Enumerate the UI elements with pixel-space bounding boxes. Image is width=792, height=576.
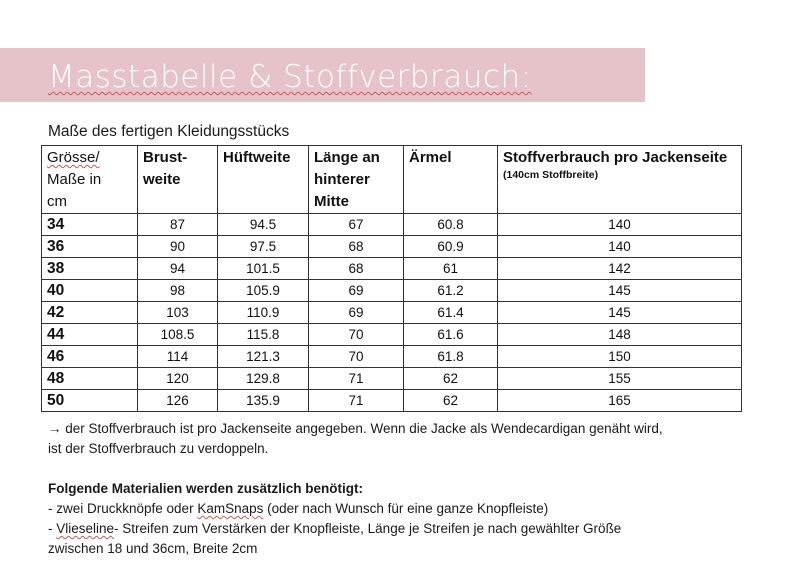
header-length-line1: Länge an bbox=[314, 149, 380, 166]
table-row bbox=[42, 368, 742, 390]
cell-sleeves: 62 bbox=[404, 390, 498, 412]
cell-chest: 103 bbox=[138, 302, 218, 324]
cell-fabric: 142 bbox=[498, 258, 742, 280]
header-hip bbox=[218, 146, 309, 214]
cell-length: 67 bbox=[309, 214, 404, 236]
cell-length: 71 bbox=[309, 390, 404, 412]
table-row bbox=[42, 280, 742, 302]
header-sleeves-label: Ärmel bbox=[409, 149, 452, 166]
header-size-line3: cm bbox=[47, 193, 67, 210]
header-chest bbox=[138, 146, 218, 214]
cell-chest: 90 bbox=[138, 236, 218, 258]
cell-fabric: 145 bbox=[498, 302, 742, 324]
header-hip-label: Hüftweite bbox=[223, 149, 291, 166]
cell-fabric: 155 bbox=[498, 368, 742, 390]
table-row bbox=[42, 390, 742, 412]
material-item-interfacing bbox=[48, 519, 768, 539]
cell-fabric: 145 bbox=[498, 280, 742, 302]
fabric-note-line1: der Stoffverbrauch ist pro Jackenseite angegeben. Wenn die Jacke als Wendecardigan genäht wird, bbox=[61, 421, 663, 436]
header-size-line2: Maße in bbox=[47, 171, 102, 188]
cell-sleeves: 60.8 bbox=[404, 214, 498, 236]
arrow-icon: → bbox=[48, 421, 62, 436]
cell-length: 69 bbox=[309, 280, 404, 302]
header-chest-line1: Brust- bbox=[143, 149, 188, 166]
header-chest-line2: weite bbox=[143, 171, 181, 188]
header-length-line3: Mitte bbox=[314, 193, 349, 210]
cell-length: 69 bbox=[309, 302, 404, 324]
material-item-snaps-suffix: (oder nach Wunsch für eine ganze Knopfleiste) bbox=[263, 501, 549, 516]
cell-sleeves: 61.2 bbox=[404, 280, 498, 302]
header-length bbox=[309, 146, 404, 214]
cell-size: 44 bbox=[42, 324, 138, 346]
cell-length: 71 bbox=[309, 368, 404, 390]
cell-sleeves: 62 bbox=[404, 368, 498, 390]
cell-hip: 115.8 bbox=[218, 324, 309, 346]
cell-fabric: 140 bbox=[498, 236, 742, 258]
cell-length: 68 bbox=[309, 236, 404, 258]
cell-size: 34 bbox=[42, 214, 138, 236]
spacer bbox=[48, 459, 768, 479]
cell-fabric: 165 bbox=[498, 390, 742, 412]
table-row bbox=[42, 346, 742, 368]
cell-length: 70 bbox=[309, 324, 404, 346]
header-size bbox=[42, 146, 138, 214]
cell-chest: 126 bbox=[138, 390, 218, 412]
cell-fabric: 148 bbox=[498, 324, 742, 346]
material-item-snaps-prefix: - zwei Druckknöpfe oder bbox=[48, 501, 198, 516]
table-row bbox=[42, 214, 742, 236]
header-fabric bbox=[498, 146, 742, 214]
header-length-line2: hinterer bbox=[314, 171, 370, 188]
header-size-line1: Grösse/ bbox=[47, 149, 100, 166]
table-row bbox=[42, 302, 742, 324]
cell-chest: 108.5 bbox=[138, 324, 218, 346]
cell-size: 38 bbox=[42, 258, 138, 280]
fabric-note-line2: ist der Stoffverbrauch zu verdoppeln. bbox=[48, 441, 269, 456]
material-item-interfacing-line2: zwischen 18 und 36cm, Breite 2cm bbox=[48, 541, 258, 556]
cell-size: 48 bbox=[42, 368, 138, 390]
material-item-snaps-brand: KamSnaps bbox=[197, 501, 264, 516]
cell-hip: 94.5 bbox=[218, 214, 309, 236]
cell-hip: 101.5 bbox=[218, 258, 309, 280]
cell-length: 70 bbox=[309, 346, 404, 368]
table-caption: Maße des fertigen Kleidungsstücks bbox=[48, 123, 290, 140]
cell-size: 42 bbox=[42, 302, 138, 324]
material-item-interfacing-rest: - Streifen zum Verstärken der Knopfleiste, Länge je Streifen je nach gewählter Größe bbox=[114, 521, 622, 536]
cell-fabric: 150 bbox=[498, 346, 742, 368]
table-row bbox=[42, 258, 742, 280]
cell-size: 46 bbox=[42, 346, 138, 368]
cell-hip: 121.3 bbox=[218, 346, 309, 368]
header-fabric-note: (140cm Stoffbreite) bbox=[503, 169, 599, 181]
material-item-snaps bbox=[48, 499, 768, 519]
cell-hip: 105.9 bbox=[218, 280, 309, 302]
table-row bbox=[42, 324, 742, 346]
notes-section bbox=[48, 419, 768, 559]
table-header-row bbox=[42, 146, 742, 214]
cell-chest: 120 bbox=[138, 368, 218, 390]
material-item-interfacing-prefix: - bbox=[48, 521, 57, 536]
materials-heading: Folgende Materialien werden zusätzlich benötigt: bbox=[48, 481, 364, 496]
cell-sleeves: 61 bbox=[404, 258, 498, 280]
cell-sleeves: 60.9 bbox=[404, 236, 498, 258]
cell-hip: 129.8 bbox=[218, 368, 309, 390]
cell-chest: 114 bbox=[138, 346, 218, 368]
fabric-note bbox=[48, 419, 768, 439]
cell-size: 50 bbox=[42, 390, 138, 412]
cell-chest: 94 bbox=[138, 258, 218, 280]
cell-size: 36 bbox=[42, 236, 138, 258]
header-fabric-label: Stoffverbrauch pro Jackenseite bbox=[503, 149, 728, 166]
header-sleeves bbox=[404, 146, 498, 214]
cell-size: 40 bbox=[42, 280, 138, 302]
cell-sleeves: 61.8 bbox=[404, 346, 498, 368]
cell-sleeves: 61.6 bbox=[404, 324, 498, 346]
cell-chest: 87 bbox=[138, 214, 218, 236]
cell-hip: 135.9 bbox=[218, 390, 309, 412]
cell-sleeves: 61.4 bbox=[404, 302, 498, 324]
page-title: Masstabelle & Stoffverbrauch: bbox=[48, 59, 532, 95]
cell-fabric: 140 bbox=[498, 214, 742, 236]
measurement-table bbox=[41, 145, 742, 412]
table-row bbox=[42, 236, 742, 258]
cell-hip: 110.9 bbox=[218, 302, 309, 324]
cell-length: 68 bbox=[309, 258, 404, 280]
cell-chest: 98 bbox=[138, 280, 218, 302]
cell-hip: 97.5 bbox=[218, 236, 309, 258]
material-item-interfacing-word: Vlieseline bbox=[56, 521, 115, 536]
